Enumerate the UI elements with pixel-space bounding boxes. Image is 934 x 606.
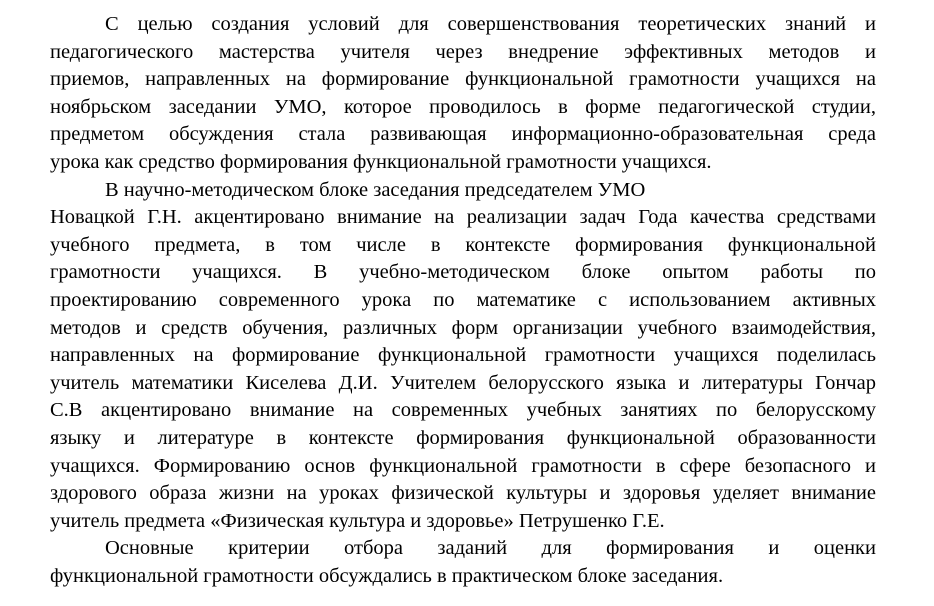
text-line: языку и литературе в контексте формирования функциональной образованности (50, 426, 876, 449)
text-line: учитель математики Киселева Д.И. Учителем белорусского языка и литературы Гончар (50, 371, 876, 394)
text-line: С целью создания условий для совершенствования теоретических знаний и (105, 13, 876, 35)
text-line: педагогического мастерства учителя через внедрение эффективных методов и (50, 40, 876, 63)
text-line: С.В акцентировано внимание на современных учебных занятиях по белорусскому (50, 399, 876, 422)
text-line: грамотности учащихся. В учебно-методическом блоке опытом работы по (50, 261, 876, 284)
text-line: учащихся. Формированию основ функциональной грамотности в сфере безопасного и (50, 454, 876, 477)
text-line: урока как средство формирования функциональной грамотности учащихся. (50, 150, 712, 173)
text-line: предметом обсуждения стала развивающая информационно-образовательная среда (50, 123, 876, 146)
text-line: учебного предмета, в том числе в контексте формирования функциональной (50, 233, 876, 256)
text-line: учитель предмета «Физическая культура и здоровье» Петрушенко Г.Е. (50, 509, 665, 532)
text-line: Основные критерии отбора заданий для формирования и оценки (105, 537, 876, 560)
text-line: функциональной грамотности обсуждались в практическом блоке заседания. (50, 564, 724, 587)
text-line: методов и средств обучения, различных форм организации учебного взаимодействия, (50, 316, 876, 339)
text-line: приемов, направленных на формирование функциональной грамотности учащихся на (50, 68, 876, 91)
paragraph-methodical-block (50, 177, 876, 536)
text-line: Новацкой Г.Н. акцентировано внимание на реализации задач Года качества средствами (50, 206, 876, 229)
paragraph-umo-meeting (50, 11, 876, 177)
text-line: ноябрьском заседании УМО, которое проводилось в форме педагогической студии, (50, 95, 876, 118)
text-line: здорового образа жизни на уроках физической культуры и здоровья уделяет внимание (50, 482, 876, 505)
text-line: направленных на формирование функциональной грамотности учащихся поделилась (50, 344, 876, 367)
paragraph-practical-block (50, 535, 876, 590)
document-body (50, 11, 876, 590)
text-line: В научно-методическом блоке заседания председателем УМО (105, 178, 646, 201)
text-line: проектированию современного урока по математике с использованием активных (50, 288, 876, 311)
